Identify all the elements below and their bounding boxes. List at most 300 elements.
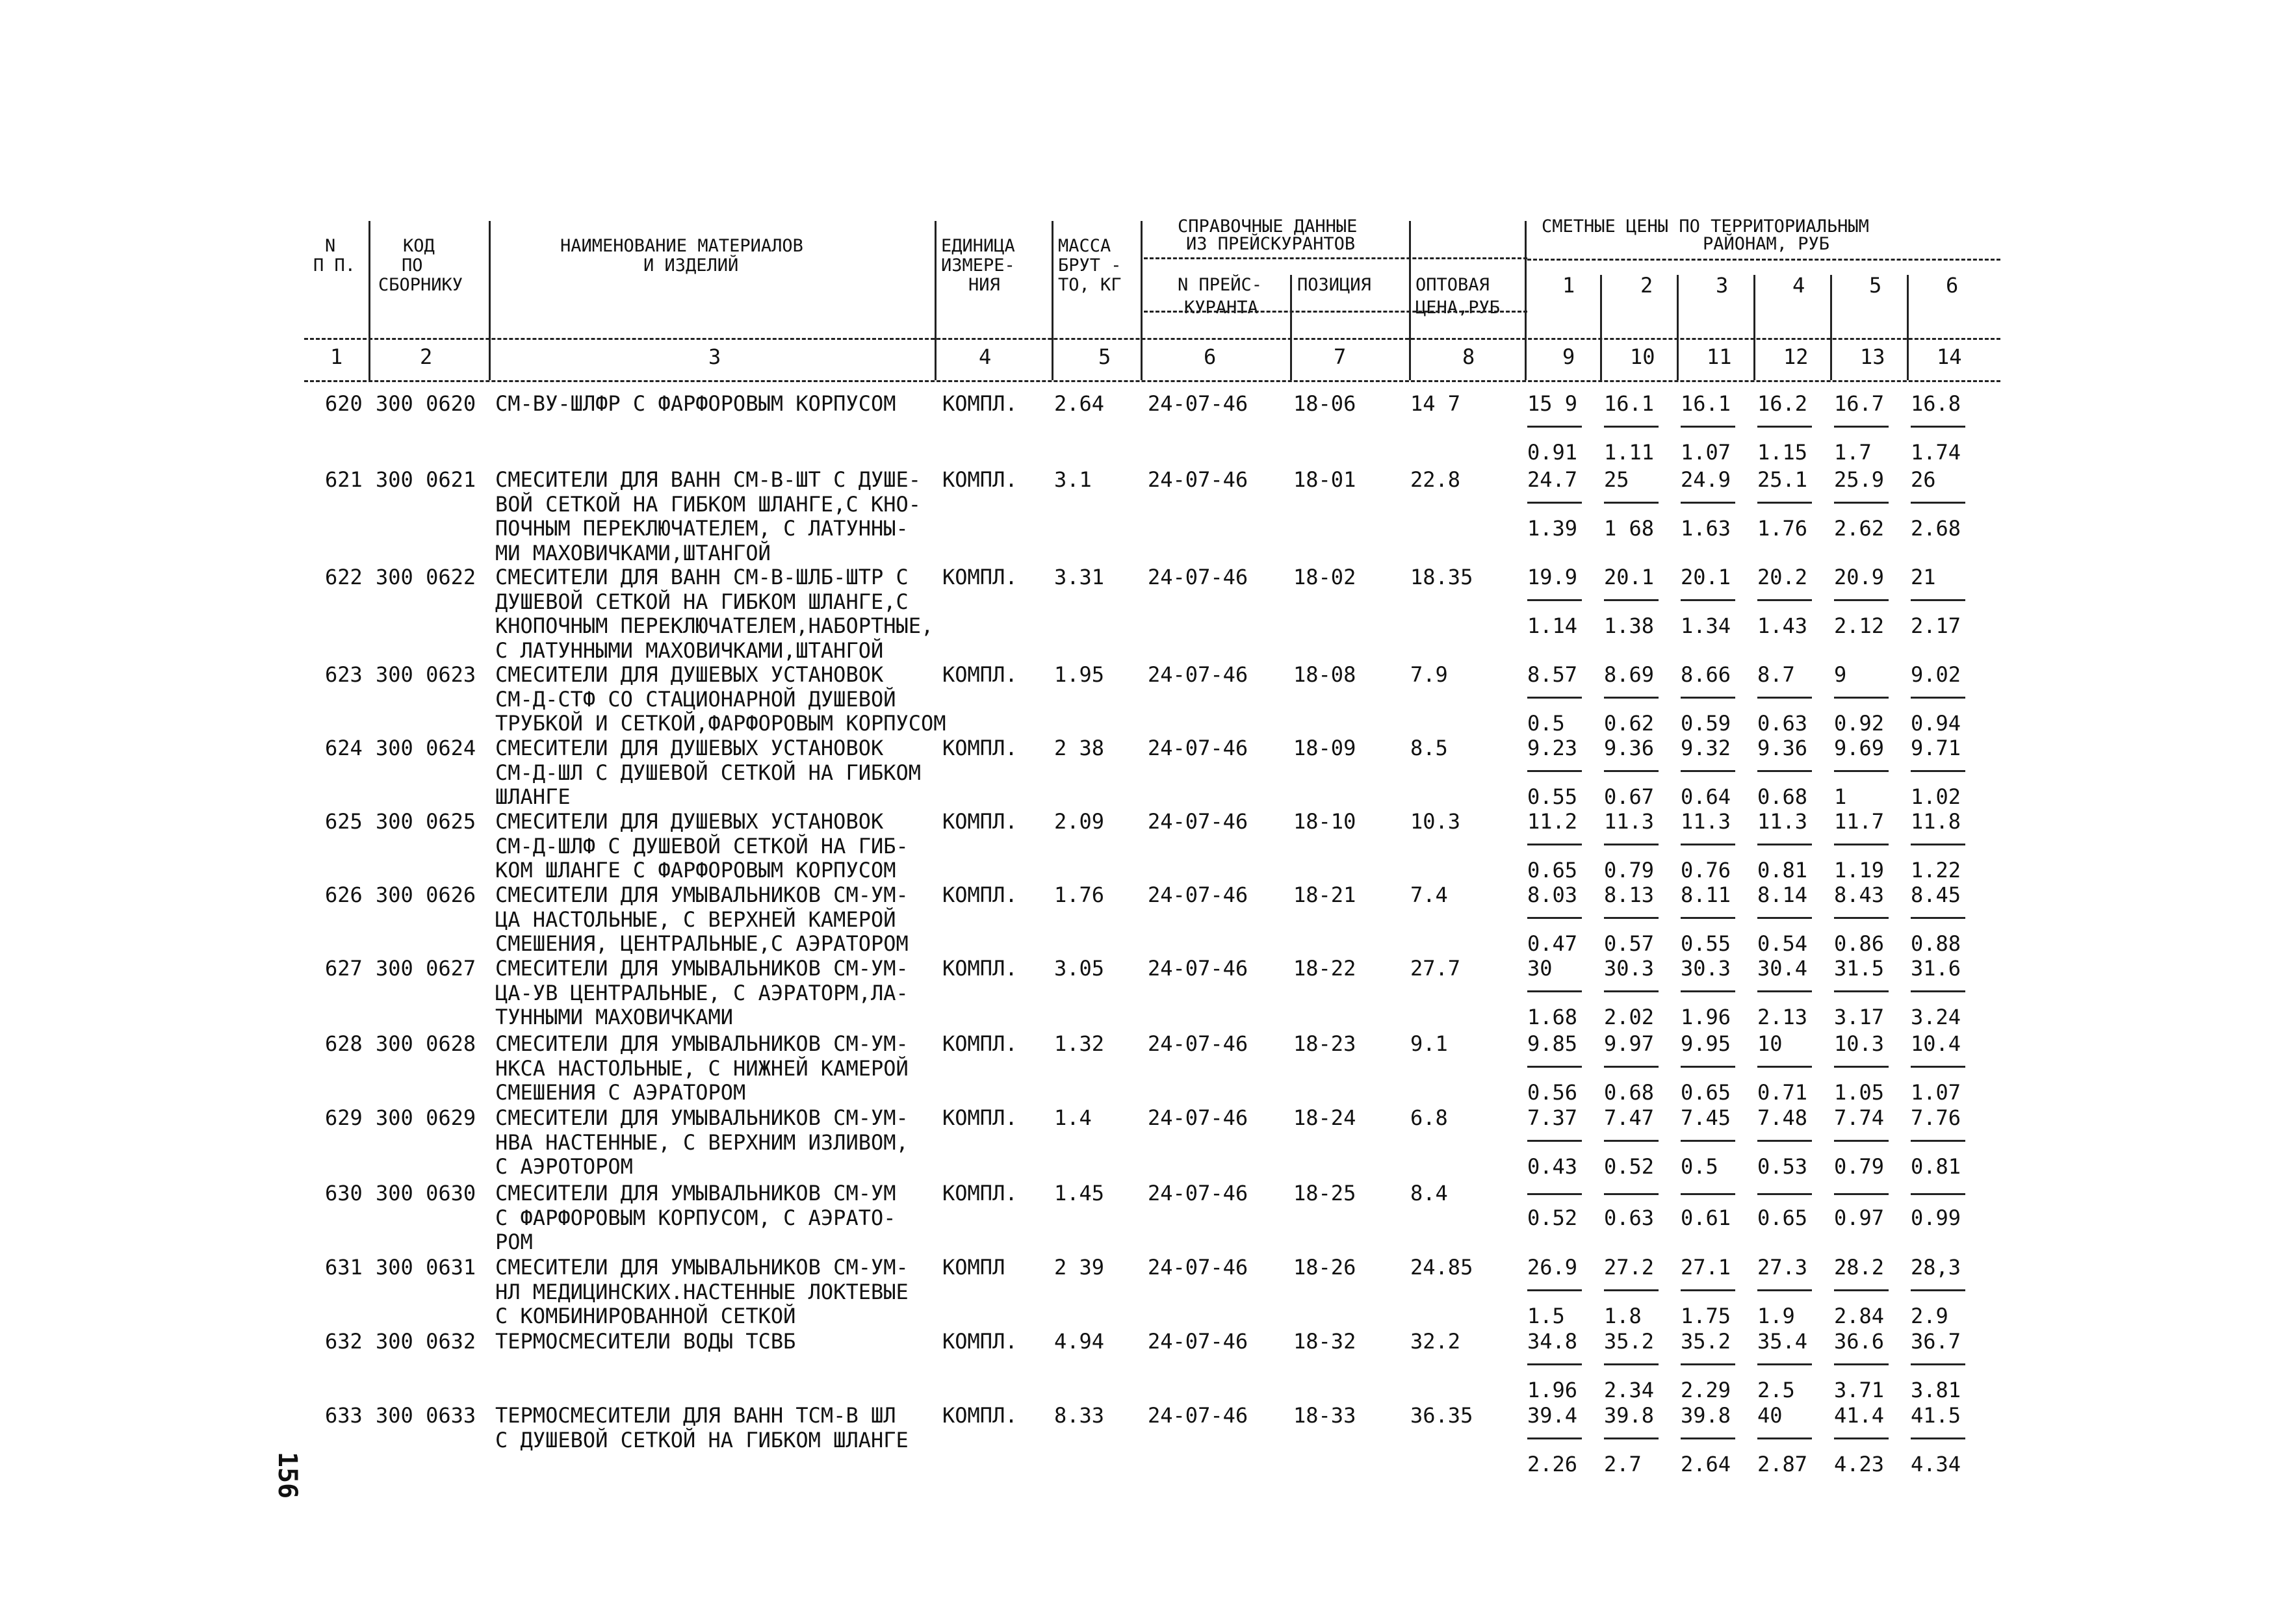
row-price-region: 31.5 — [1834, 956, 1885, 981]
fraction-bar — [1757, 697, 1812, 699]
row-code: 300 0628 — [376, 1031, 476, 1056]
page-number: 156 — [272, 1451, 302, 1499]
fraction-bar — [1527, 990, 1582, 992]
row-price-region-delta: 0.99 — [1911, 1205, 1961, 1230]
header-mass-label-3: ТО, КГ — [1058, 275, 1122, 295]
row-price-region: 9.71 — [1911, 736, 1961, 760]
row-number: 628 — [325, 1031, 363, 1056]
row-name-line: СМ-ВУ-ШЛФР С ФАРФОРОВЫМ КОРПУСОМ — [495, 391, 896, 416]
row-number: 625 — [325, 809, 363, 834]
row-wholesale-price: 18.35 — [1410, 565, 1473, 589]
row-price-region: 10.3 — [1834, 1031, 1885, 1056]
row-name-line: СМЕСИТЕЛИ ДЛЯ УМЫВАЛЬНИКОВ СМ-УМ- — [495, 1105, 909, 1130]
fraction-bar — [1757, 917, 1812, 919]
row-price-region-delta: 0.65 — [1757, 1205, 1808, 1230]
row-price-region: 20.2 — [1757, 565, 1808, 589]
row-price-region-delta: 2.64 — [1681, 1452, 1731, 1476]
fraction-bar — [1757, 1289, 1812, 1291]
row-pricelist: 24-07-46 — [1148, 662, 1248, 687]
fraction-bar — [1757, 1066, 1812, 1068]
row-price-region: 34.8 — [1527, 1329, 1578, 1354]
row-price-region-delta: 2.12 — [1834, 613, 1885, 638]
fraction-bar — [1757, 990, 1812, 992]
row-price-region: 25.9 — [1834, 467, 1885, 492]
fraction-bar — [1604, 844, 1659, 845]
fraction-bar — [1911, 697, 1965, 699]
row-name-line: ЦА-УВ ЦЕНТРАЛЬНЫЕ, С АЭРАТОРМ,ЛА- — [495, 980, 909, 1005]
fraction-bar — [1834, 844, 1889, 845]
row-price-region: 9.36 — [1757, 736, 1808, 760]
row-price-region-delta: 0.47 — [1527, 931, 1578, 956]
row-price-region-delta: 1.05 — [1834, 1080, 1885, 1105]
row-price-region-delta: 2.68 — [1911, 516, 1961, 541]
header-pp-label: П П. — [313, 255, 356, 276]
table-row — [0, 1404, 2287, 1482]
row-name-line: СМ-Д-ШЛ С ДУШЕВОЙ СЕТКОЙ НА ГИБКОМ — [495, 760, 922, 785]
row-code: 300 0622 — [376, 565, 476, 589]
colnum-4: 4 — [979, 344, 992, 369]
row-mass: 1.76 — [1054, 883, 1105, 907]
row-price-region-delta: 1.76 — [1757, 516, 1808, 541]
row-price-region-delta: 2.9 — [1911, 1304, 1948, 1328]
row-number: 623 — [325, 662, 363, 687]
row-unit: КОМПЛ. — [942, 956, 1018, 981]
colnum-13: 13 — [1860, 344, 1885, 369]
fraction-bar — [1757, 599, 1812, 601]
row-position: 18-09 — [1293, 736, 1356, 760]
row-code: 300 0626 — [376, 883, 476, 907]
header-n-label: N — [325, 236, 336, 256]
row-price-region-delta: 1.75 — [1681, 1304, 1731, 1328]
fraction-bar — [1527, 844, 1582, 845]
row-price-region: 7.37 — [1527, 1105, 1578, 1130]
row-price-region-delta: 1.96 — [1681, 1005, 1731, 1029]
fraction-bar — [1604, 1289, 1659, 1291]
row-pricelist: 24-07-46 — [1148, 1105, 1248, 1130]
row-pricelist: 24-07-46 — [1148, 1031, 1248, 1056]
fraction-bar — [1681, 844, 1735, 845]
table-row — [0, 1330, 2287, 1408]
row-code: 300 0623 — [376, 662, 476, 687]
fraction-bar — [1911, 1437, 1965, 1439]
row-price-region-delta: 1.68 — [1527, 1005, 1578, 1029]
row-price-region: 25 — [1604, 467, 1629, 492]
row-price-region-delta: 0.63 — [1757, 711, 1808, 736]
row-price-region-delta: 0.71 — [1757, 1080, 1808, 1105]
row-price-region-delta: 0.65 — [1681, 1080, 1731, 1105]
row-price-region: 7.76 — [1911, 1105, 1961, 1130]
row-name-line: КОМ ШЛАНГЕ С ФАРФОРОВЫМ КОРПУСОМ — [495, 858, 896, 883]
row-unit: КОМПЛ — [942, 1255, 1005, 1280]
fraction-bar — [1911, 426, 1965, 428]
fraction-bar — [1757, 1437, 1812, 1439]
row-name-line: СМЕШЕНИЯ С АЭРАТОРОМ — [495, 1080, 746, 1105]
row-price-region: 39.8 — [1681, 1403, 1731, 1428]
row-mass: 3.05 — [1054, 956, 1105, 981]
row-name-line: СМ-Д-ШЛФ С ДУШЕВОЙ СЕТКОЙ НА ГИБ- — [495, 833, 909, 858]
row-price-region-delta: 2.5 — [1757, 1378, 1795, 1402]
row-price-region-delta: 0.67 — [1604, 784, 1655, 809]
row-price-region-delta: 2.84 — [1834, 1304, 1885, 1328]
row-mass: 1.95 — [1054, 662, 1105, 687]
table-row — [0, 957, 2287, 1035]
row-position: 18-02 — [1293, 565, 1356, 589]
fraction-bar — [1527, 1193, 1582, 1195]
table-row — [0, 1106, 2287, 1184]
row-unit: КОМПЛ. — [942, 1403, 1018, 1428]
row-price-region-delta: 1.5 — [1527, 1304, 1565, 1328]
row-price-region: 8.57 — [1527, 662, 1578, 687]
fraction-bar — [1911, 990, 1965, 992]
row-price-region: 8.43 — [1834, 883, 1885, 907]
row-name-line: ТУННЫМИ МАХОВИЧКАМИ — [495, 1005, 734, 1029]
row-price-region-delta: 2.62 — [1834, 516, 1885, 541]
colnum-2: 2 — [420, 344, 433, 369]
row-price-region-delta: 1.38 — [1604, 613, 1655, 638]
row-name-line: НВА НАСТЕННЫЕ, С ВЕРХНИМ ИЗЛИВОМ, — [495, 1129, 909, 1155]
row-price-region: 24.7 — [1527, 467, 1578, 492]
row-price-region: 28.2 — [1834, 1255, 1885, 1280]
row-price-region-delta: 0.43 — [1527, 1154, 1578, 1179]
row-position: 18-26 — [1293, 1255, 1356, 1280]
row-number: 626 — [325, 883, 363, 907]
header-code-label-2: ПО — [402, 255, 423, 276]
row-price-region-delta: 0.97 — [1834, 1205, 1885, 1230]
header-unit-label-3: НИЯ — [968, 275, 1000, 295]
row-name-line: СМЕСИТЕЛИ ДЛЯ УМЫВАЛЬНИКОВ СМ-УМ — [495, 1181, 896, 1205]
row-price-region-delta: 2.34 — [1604, 1378, 1655, 1402]
row-name-line: ДУШЕВОЙ СЕТКОЙ НА ГИБКОМ ШЛАНГЕ,С — [495, 589, 909, 614]
row-price-region-delta: 1.15 — [1757, 440, 1808, 465]
fraction-bar — [1527, 770, 1582, 772]
row-pricelist: 24-07-46 — [1148, 883, 1248, 907]
row-name-line: КНОПОЧНЫМ ПЕРЕКЛЮЧАТЕЛЕМ,НАБОРТНЫЕ, — [495, 613, 934, 638]
colnum-12: 12 — [1783, 344, 1809, 369]
fraction-bar — [1834, 697, 1889, 699]
row-price-region-delta: 0.92 — [1834, 711, 1885, 736]
row-price-region: 9.32 — [1681, 736, 1731, 760]
row-price-region: 9.85 — [1527, 1031, 1578, 1056]
row-wholesale-price: 7.4 — [1410, 883, 1448, 907]
row-price-region-delta: 0.52 — [1604, 1154, 1655, 1179]
row-price-region: 27.2 — [1604, 1255, 1655, 1280]
row-wholesale-price: 27.7 — [1410, 956, 1461, 981]
row-number: 633 — [325, 1403, 363, 1428]
row-price-region-delta: 0.56 — [1527, 1080, 1578, 1105]
row-code: 300 0632 — [376, 1329, 476, 1354]
colnum-11: 11 — [1707, 344, 1732, 369]
row-price-region: 8.13 — [1604, 883, 1655, 907]
header-ref-group: СПРАВОЧНЫЕ ДАННЫЕ — [1178, 216, 1358, 237]
row-name-line: НКСА НАСТОЛЬНЫЕ, С НИЖНЕЙ КАМЕРОЙ — [495, 1055, 909, 1081]
row-price-region-delta: 1.02 — [1911, 784, 1961, 809]
row-price-region-delta: 0.55 — [1681, 931, 1731, 956]
row-pricelist: 24-07-46 — [1148, 736, 1248, 760]
row-name-line: СМЕСИТЕЛИ ДЛЯ УМЫВАЛЬНИКОВ СМ-УМ- — [495, 1031, 909, 1056]
row-position: 18-32 — [1293, 1329, 1356, 1354]
row-price-region-delta: 0.88 — [1911, 931, 1961, 956]
row-price-region: 21 — [1911, 565, 1936, 589]
row-price-region-delta: 0.55 — [1527, 784, 1578, 809]
colnum-1: 1 — [330, 344, 343, 369]
row-price-region-delta: 0.59 — [1681, 711, 1731, 736]
row-price-region-delta: 3.24 — [1911, 1005, 1961, 1029]
row-wholesale-price: 7.9 — [1410, 662, 1448, 687]
row-name-line: СМЕСИТЕЛИ ДЛЯ ВАНН СМ-В-ШЛБ-ШТР С — [495, 565, 909, 589]
row-position: 18-01 — [1293, 467, 1356, 492]
row-price-region-delta: 2.87 — [1757, 1452, 1808, 1476]
row-unit: КОМПЛ. — [942, 467, 1018, 492]
row-price-region: 31.6 — [1911, 956, 1961, 981]
fraction-bar — [1834, 1140, 1889, 1142]
fraction-bar — [1911, 770, 1965, 772]
fraction-bar — [1757, 844, 1812, 845]
row-mass: 4.94 — [1054, 1329, 1105, 1354]
row-price-region: 8.11 — [1681, 883, 1731, 907]
row-price-region: 24.9 — [1681, 467, 1731, 492]
fraction-bar — [1834, 1437, 1889, 1439]
row-price-region: 8.69 — [1604, 662, 1655, 687]
row-price-region-delta: 2.26 — [1527, 1452, 1578, 1476]
row-price-region: 16.1 — [1604, 391, 1655, 416]
row-price-region-delta: 2.17 — [1911, 613, 1961, 638]
fraction-bar — [1604, 599, 1659, 601]
fraction-bar — [1604, 1193, 1659, 1195]
fraction-bar — [1911, 1289, 1965, 1291]
row-price-region: 10.4 — [1911, 1031, 1961, 1056]
row-price-region-delta: 1 — [1834, 784, 1847, 809]
header-price-group: СМЕТНЫЕ ЦЕНЫ ПО ТЕРРИТОРИАЛЬНЫМ — [1542, 216, 1869, 237]
row-mass: 2 38 — [1054, 736, 1105, 760]
row-price-region: 41.4 — [1834, 1403, 1885, 1428]
row-price-region: 9.95 — [1681, 1031, 1731, 1056]
table-row — [0, 467, 2287, 565]
fraction-bar — [1757, 502, 1812, 504]
row-wholesale-price: 22.8 — [1410, 467, 1461, 492]
fraction-bar — [1527, 1066, 1582, 1068]
colnum-14: 14 — [1937, 344, 1962, 369]
row-price-region-delta: 0.52 — [1527, 1205, 1578, 1230]
table-row — [0, 1181, 2287, 1259]
fraction-bar — [1834, 1289, 1889, 1291]
header-region-6: 6 — [1946, 273, 1959, 298]
row-price-region-delta: 1.9 — [1757, 1304, 1795, 1328]
row-price-region-delta: 0.65 — [1527, 858, 1578, 883]
row-price-region: 26.9 — [1527, 1255, 1578, 1280]
row-price-region-delta: 0.62 — [1604, 711, 1655, 736]
fraction-bar — [1681, 770, 1735, 772]
row-unit: КОМПЛ. — [942, 565, 1018, 589]
row-price-region: 25.1 — [1757, 467, 1808, 492]
table-row — [0, 883, 2287, 961]
row-price-region: 30.3 — [1681, 956, 1731, 981]
fraction-bar — [1834, 917, 1889, 919]
table-row — [0, 736, 2287, 814]
fraction-bar — [1527, 599, 1582, 601]
row-price-region-delta: 2.29 — [1681, 1378, 1731, 1402]
fraction-bar — [1911, 599, 1965, 601]
row-price-region-delta: 0.81 — [1911, 1154, 1961, 1179]
row-wholesale-price: 9.1 — [1410, 1031, 1448, 1056]
row-mass: 3.31 — [1054, 565, 1105, 589]
row-position: 18-08 — [1293, 662, 1356, 687]
fraction-bar — [1681, 502, 1735, 504]
row-price-region: 11.7 — [1834, 809, 1885, 834]
row-code: 300 0625 — [376, 809, 476, 834]
row-mass: 2 39 — [1054, 1255, 1105, 1280]
row-price-region: 40 — [1757, 1403, 1783, 1428]
row-price-region: 11.3 — [1757, 809, 1808, 834]
row-price-region-delta: 0.79 — [1604, 858, 1655, 883]
row-price-region: 20.9 — [1834, 565, 1885, 589]
header-wholesale-label-2: ЦЕНА,РУБ — [1415, 298, 1501, 318]
row-price-region-delta: 1.19 — [1834, 858, 1885, 883]
row-price-region-delta: 1.22 — [1911, 858, 1961, 883]
row-price-region: 8.14 — [1757, 883, 1808, 907]
fraction-bar — [1681, 599, 1735, 601]
row-name-line: ПОЧНЫМ ПЕРЕКЛЮЧАТЕЛЕМ, С ЛАТУННЫ- — [495, 516, 909, 541]
fraction-bar — [1604, 770, 1659, 772]
row-price-region: 19.9 — [1527, 565, 1578, 589]
header-region-3: 3 — [1716, 273, 1729, 298]
fraction-bar — [1834, 990, 1889, 992]
row-price-region-delta: 0.68 — [1757, 784, 1808, 809]
row-price-region: 28,3 — [1911, 1255, 1961, 1280]
row-name-line: С АЭРОТОРОМ — [495, 1154, 633, 1179]
row-price-region-delta: 1.74 — [1911, 440, 1961, 465]
row-wholesale-price: 10.3 — [1410, 809, 1461, 834]
row-price-region: 35.4 — [1757, 1329, 1808, 1354]
row-price-region-delta: 1.07 — [1911, 1080, 1961, 1105]
row-pricelist: 24-07-46 — [1148, 565, 1248, 589]
row-name-line: ТЕРМОСМЕСИТЕЛИ ВОДЫ ТСВБ — [495, 1329, 796, 1354]
header-region-4: 4 — [1792, 273, 1805, 298]
fraction-bar — [1604, 426, 1659, 428]
fraction-bar — [1757, 1140, 1812, 1142]
row-price-region: 26 — [1911, 467, 1936, 492]
row-price-region-delta: 1.63 — [1681, 516, 1731, 541]
fraction-bar — [1834, 770, 1889, 772]
header-region-1: 1 — [1562, 273, 1575, 298]
fraction-bar — [1834, 426, 1889, 428]
row-price-region-delta: 1.39 — [1527, 516, 1578, 541]
row-number: 621 — [325, 467, 363, 492]
row-price-region: 11.3 — [1604, 809, 1655, 834]
header-region-5: 5 — [1869, 273, 1882, 298]
row-price-region: 8.03 — [1527, 883, 1578, 907]
row-unit: КОМПЛ. — [942, 883, 1018, 907]
row-pricelist: 24-07-46 — [1148, 467, 1248, 492]
row-price-region: 9 — [1834, 662, 1847, 687]
row-price-region: 35.2 — [1681, 1329, 1731, 1354]
row-wholesale-price: 32.2 — [1410, 1329, 1461, 1354]
row-price-region-delta: 1 68 — [1604, 516, 1655, 541]
row-name-line: СМЕСИТЕЛИ ДЛЯ УМЫВАЛЬНИКОВ СМ-УМ- — [495, 956, 909, 981]
row-wholesale-price: 14 7 — [1410, 391, 1461, 416]
row-wholesale-price: 36.35 — [1410, 1403, 1473, 1428]
row-price-region: 27.1 — [1681, 1255, 1731, 1280]
fraction-bar — [1527, 697, 1582, 699]
row-price-region-delta: 2.02 — [1604, 1005, 1655, 1029]
row-price-region: 9.69 — [1834, 736, 1885, 760]
colnum-9: 9 — [1562, 344, 1575, 369]
row-name-line: МИ МАХОВИЧКАМИ,ШТАНГОЙ — [495, 540, 771, 565]
row-code: 300 0624 — [376, 736, 476, 760]
fraction-bar — [1911, 917, 1965, 919]
table-row — [0, 1032, 2287, 1110]
row-unit: КОМПЛ. — [942, 1329, 1018, 1354]
row-mass: 3.1 — [1054, 467, 1092, 492]
row-price-region-delta: 0.64 — [1681, 784, 1731, 809]
colnum-8: 8 — [1462, 344, 1475, 369]
row-price-region: 20.1 — [1604, 565, 1655, 589]
row-price-region: 11.2 — [1527, 809, 1578, 834]
row-price-region: 35.2 — [1604, 1329, 1655, 1354]
row-position: 18-22 — [1293, 956, 1356, 981]
fraction-bar — [1681, 1437, 1735, 1439]
row-number: 624 — [325, 736, 363, 760]
row-price-region-delta: 0.5 — [1681, 1154, 1718, 1179]
row-price-region-delta: 2.7 — [1604, 1452, 1642, 1476]
row-price-region-delta: 3.17 — [1834, 1005, 1885, 1029]
row-price-region-delta: 1.7 — [1834, 440, 1872, 465]
row-name-line: ЦА НАСТОЛЬНЫЕ, С ВЕРХНЕЙ КАМЕРОЙ — [495, 907, 896, 932]
header-region-2: 2 — [1640, 273, 1653, 298]
row-pricelist: 24-07-46 — [1148, 956, 1248, 981]
row-unit: КОМПЛ. — [942, 736, 1018, 760]
row-pricelist: 24-07-46 — [1148, 1255, 1248, 1280]
row-price-region: 8.45 — [1911, 883, 1961, 907]
row-price-region: 9.02 — [1911, 662, 1961, 687]
row-price-region: 9.23 — [1527, 736, 1578, 760]
fraction-bar — [1681, 990, 1735, 992]
row-wholesale-price: 24.85 — [1410, 1255, 1473, 1280]
row-pricelist: 24-07-46 — [1148, 391, 1248, 416]
table-row — [0, 392, 2287, 470]
table-row — [0, 810, 2287, 888]
fraction-bar — [1527, 1437, 1582, 1439]
row-name-line: СМЕШЕНИЯ, ЦЕНТРАЛЬНЫЕ,С АЭРАТОРОМ — [495, 931, 909, 956]
row-name-line: СМЕСИТЕЛИ ДЛЯ ДУШЕВЫХ УСТАНОВОК — [495, 809, 884, 834]
row-price-region-delta: 3.81 — [1911, 1378, 1961, 1402]
fraction-bar — [1681, 1066, 1735, 1068]
header-price-group-2: РАЙОНАМ, РУБ — [1703, 234, 1830, 254]
fraction-bar — [1911, 1193, 1965, 1195]
row-position: 18-21 — [1293, 883, 1356, 907]
fraction-bar — [1527, 1140, 1582, 1142]
row-price-region: 11.3 — [1681, 809, 1731, 834]
row-number: 630 — [325, 1181, 363, 1205]
colnum-7: 7 — [1334, 344, 1347, 369]
row-pricelist: 24-07-46 — [1148, 1181, 1248, 1205]
row-price-region-delta: 1.07 — [1681, 440, 1731, 465]
row-price-region-delta: 0.81 — [1757, 858, 1808, 883]
row-price-region: 11.8 — [1911, 809, 1961, 834]
row-price-region: 9.97 — [1604, 1031, 1655, 1056]
row-price-region: 16.1 — [1681, 391, 1731, 416]
header-code-label-3: СБОРНИКУ — [378, 275, 463, 295]
row-price-region-delta: 1.96 — [1527, 1378, 1578, 1402]
table-row — [0, 663, 2287, 741]
row-unit: КОМПЛ. — [942, 1031, 1018, 1056]
row-mass: 2.64 — [1054, 391, 1105, 416]
row-wholesale-price: 8.5 — [1410, 736, 1448, 760]
fraction-bar — [1911, 844, 1965, 845]
row-position: 18-25 — [1293, 1181, 1356, 1205]
fraction-bar — [1681, 917, 1735, 919]
fraction-bar — [1681, 697, 1735, 699]
row-mass: 1.4 — [1054, 1105, 1092, 1130]
